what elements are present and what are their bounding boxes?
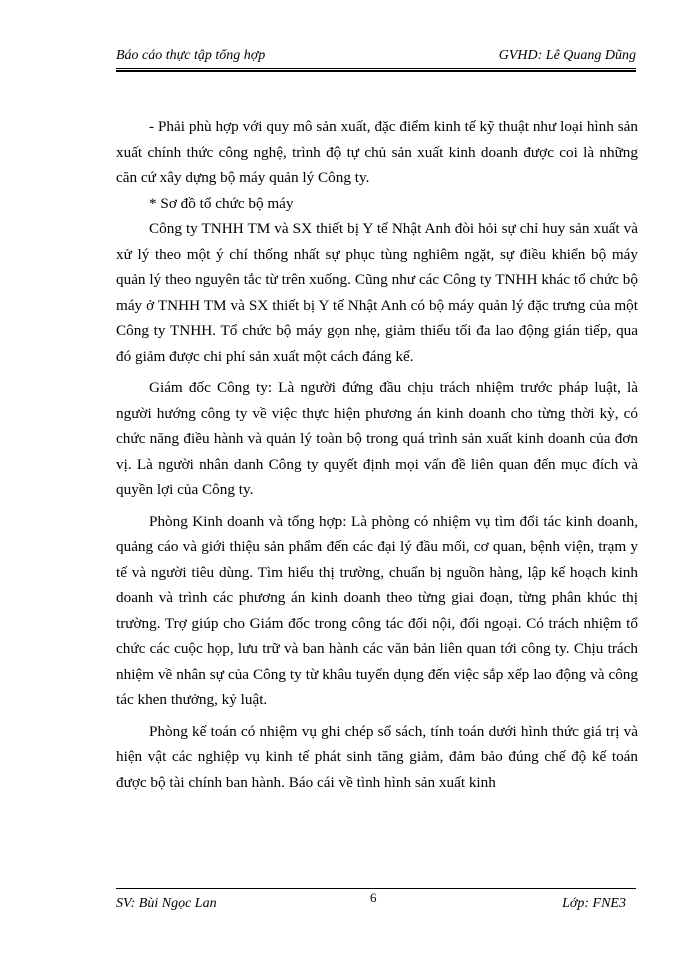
page-header [116,48,636,68]
footer-divider [116,888,636,889]
header-report-title: Báo cáo thực tập tổng hợp [116,48,266,63]
header-supervisor: GVHD: Lê Quang Dũng [498,48,636,63]
page-footer [116,890,636,916]
paragraph-company-structure: Công ty TNHH TM và SX thiết bị Y tế Nhật Anh đòi hỏi sự chỉ huy sản xuất và xử lý theo một ý chí thống nhất sự phục tùng nghiêm ngặt, sự điều khiển bộ máy quản lý theo nguyên tắc từ trên xuống. Cũng như các Công ty TNHH khác tổ chức bộ máy ở TNHH TM và SX thiết bị Y tế Nhật Anh có bộ máy quản lý đặc trưng của một Công ty TNHH. Tổ chức bộ máy gọn nhẹ, giảm thiểu tối đa lao động gián tiếp, qua đó giảm được chi phí sản xuất một cách đáng kể. [116,220,638,365]
paragraph-director: Giám đốc Công ty: Là người đứng đầu chịu trách nhiệm trước pháp luật, là người hướng công ty về việc thực hiện phương án kinh doanh cho từng thời kỳ, có chức năng điều hành và quản lý toàn bộ trong quá trình sản xuất kinh doanh của đơn vị. Là người nhân danh Công ty quyết định mọi vấn đề liên quan đến mục đích và quyền lợi của Công ty. [116,379,638,498]
header-divider [116,68,636,72]
page-number: 6 [370,890,377,905]
footer-student: SV: Bùi Ngọc Lan [116,896,217,911]
footer-class: Lớp: FNE3 [562,896,626,911]
paragraph-org-chart-heading: * Sơ đồ tổ chức bộ máy [149,194,294,212]
paragraph-business-department: Phòng Kinh doanh và tổng hợp: Là phòng có nhiệm vụ tìm đối tác kinh doanh, quảng cáo và giới thiệu sản phẩm đến các đại lý đầu mối, cơ quan, bệnh viện, trạm y tế và người tiêu dùng. Tìm hiểu thị trường, chuẩn bị nguồn hàng, lập kế hoạch kinh doanh và trình các phương án kinh doanh theo từng giai đoạn, từng phân khúc thị trường. Trợ giúp cho Giám đốc trong công tác đối nội, đối ngoại. Có trách nhiệm tổ chức các cuộc họp, lưu trữ và ban hành các văn bản liên quan tới công ty. Chịu trách nhiệm về nhân sự của Công ty từ khâu tuyển dụng đến việc sắp xếp lao động và công tác khen thưởng, kỷ luật. [116,512,638,708]
paragraph-requirement: - Phải phù hợp với quy mô sản xuất, đặc điểm kinh tế kỹ thuật như loại hình sản xuất chính thức công nghệ, trình độ tự chủ sản xuất kinh doanh được coi là những căn cứ xây dựng bộ máy quản lý Công ty. [116,118,638,186]
body-text [116,114,638,801]
paragraph-accounting-department: Phòng kế toán có nhiệm vụ ghi chép sổ sách, tính toán dưới hình thức giá trị và hiện vật các nghiệp vụ kinh tế phát sinh tăng giảm, đảm bảo đúng chế độ kế toán được bộ tài chính ban hành. Báo cái về tình hình sản xuất kinh [116,722,638,791]
